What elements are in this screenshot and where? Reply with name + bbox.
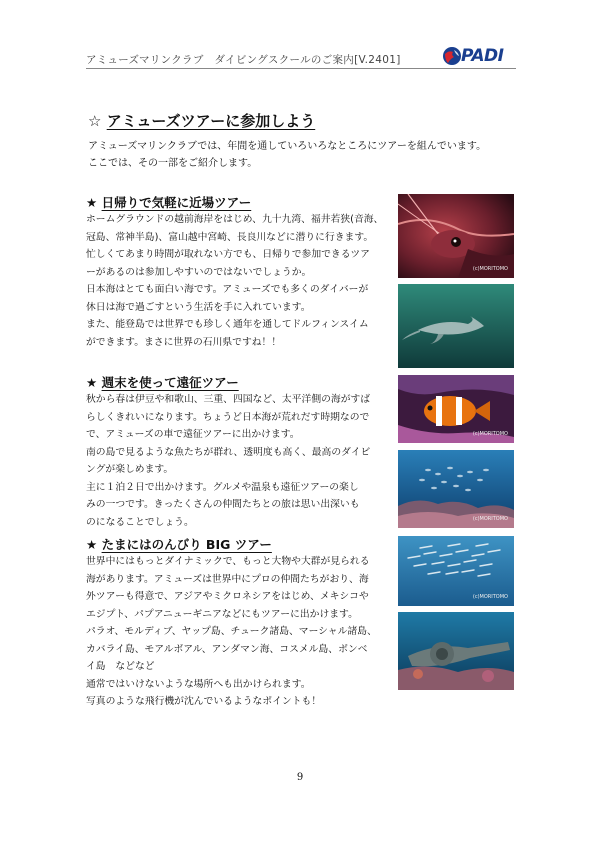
body-line: ホームグラウンドの越前海岸をはじめ、九十九湾、福井若狭(音海、 (86, 214, 384, 225)
body-line: パラオ、モルディブ、ヤップ島、チューク諸島、マーシャル諸島、 (86, 626, 377, 637)
globe-icon (442, 46, 462, 66)
intro-line: ここでは、その一部をご紹介します。 (88, 158, 258, 169)
body-line: また、能登島では世界でも珍しく通年を通してドルフィンスイム (86, 319, 369, 330)
title-star: ☆ (88, 112, 102, 130)
section-heading (86, 535, 398, 553)
body-line: みの一つです。きったくさんの仲間たちとの旅は思い出深いも (86, 499, 360, 510)
section-body (86, 391, 398, 531)
body-line: 世界中にはもっとダイナミックで、もっと大物や大群が見られる (86, 556, 370, 567)
body-line: 休日は海で過ごすという生活を手に入れています。 (86, 301, 311, 313)
page-number: 9 (296, 772, 304, 783)
title-text: アミューズツアーに参加しよう (106, 112, 316, 130)
logo-text: PADI (461, 46, 504, 66)
section-heading-text: 週末を使って遠征ツアー (101, 375, 239, 390)
body-line: のになることでしょう。 (86, 516, 194, 528)
body-line: 秋から春は伊豆や和歌山、三重、四国など、太平洋側の海がすば (86, 394, 371, 405)
padi-logo (442, 46, 510, 68)
page-header (86, 46, 516, 72)
body-line: 南の島で見るような魚たちが群れ、透明度も高く、最高のダイビ (86, 446, 371, 458)
lobster-photo (398, 194, 514, 278)
section-heading (86, 193, 398, 211)
star-icon: ★ (86, 375, 98, 390)
body-line: 忙しくてあまり時間が取れない方でも、日帰りで参加できるツア (86, 249, 370, 260)
photo-credit: (c)MORITOMO (472, 431, 508, 437)
body-line: エジプト、パプアニューギニアなどにもツアーに出かけます。 (86, 608, 358, 620)
body-line: らしくきれいになります。ちょうど日本海が荒れだす時期なので (86, 411, 370, 423)
section-body (86, 211, 398, 351)
dolphin-photo (398, 284, 514, 368)
star-icon: ★ (86, 195, 98, 210)
sunken-airplane-photo (398, 612, 514, 690)
body-line: 海があります。アミューズは世界中にプロの仲間たちがおり、海 (86, 573, 369, 585)
body-line: 冠島、常神半島)、富山越中宮崎、長良川などに潜りに行きます。 (86, 231, 374, 243)
body-line: イ島 などなど (86, 661, 155, 672)
body-line: 通常ではいけないような場所へも出かけられます。 (86, 678, 311, 690)
intro-line: アミューズマリンクラブでは、年間を通していろいろなところにツアーを組んでいます。 (88, 141, 487, 152)
section-heading-text: たまにはのんびり BIG ツアー (101, 537, 272, 552)
body-line: で、アミューズの車で遠征ツアーに出かけます。 (86, 429, 300, 440)
section-big-tour (86, 535, 398, 711)
body-line: 日本海はとても面白い海です。アミューズでも多くのダイバーが (86, 284, 369, 295)
header-title: アミューズマリンクラブ ダイビングスクールのご案内[V.2401] (86, 54, 401, 66)
section-heading (86, 373, 398, 391)
body-line: ができます。まさに世界の石川県ですね！！ (86, 336, 282, 348)
section-weekend-trip (86, 373, 398, 531)
section-body (86, 553, 398, 711)
barracuda-school-photo (398, 536, 514, 606)
body-line: 写真のような飛行機が沈んでいるようなポイントも！ (86, 696, 322, 707)
star-icon: ★ (86, 537, 98, 552)
photo-credit: (c)MORITOMO (472, 266, 508, 272)
body-line: 主に１泊２日で出かけます。グルメや温泉も遠征ツアーの楽し (86, 481, 359, 493)
body-line: ングが楽しめます。 (86, 464, 174, 475)
photo-credit: (c)MORITOMO (472, 516, 508, 522)
body-line: カバライ島、モアルボアル、アンダマン海、コスメル島、ボンベ (86, 643, 368, 655)
body-line: 外ツアーも得意で、アジアやミクロネシアをはじめ、メキシコや (86, 591, 369, 602)
page-title (88, 110, 315, 131)
clownfish-photo (398, 375, 514, 443)
section-day-trip (86, 193, 398, 351)
section-heading-text: 日帰りで気軽に近場ツアー (101, 195, 252, 210)
fish-school-reef-photo (398, 450, 514, 528)
header-divider (86, 68, 516, 69)
body-line: ーがあるのは参加しやすいのではないでしょうか。 (86, 266, 312, 278)
photo-credit: (c)MORITOMO (472, 594, 508, 600)
intro-paragraph (88, 138, 528, 172)
